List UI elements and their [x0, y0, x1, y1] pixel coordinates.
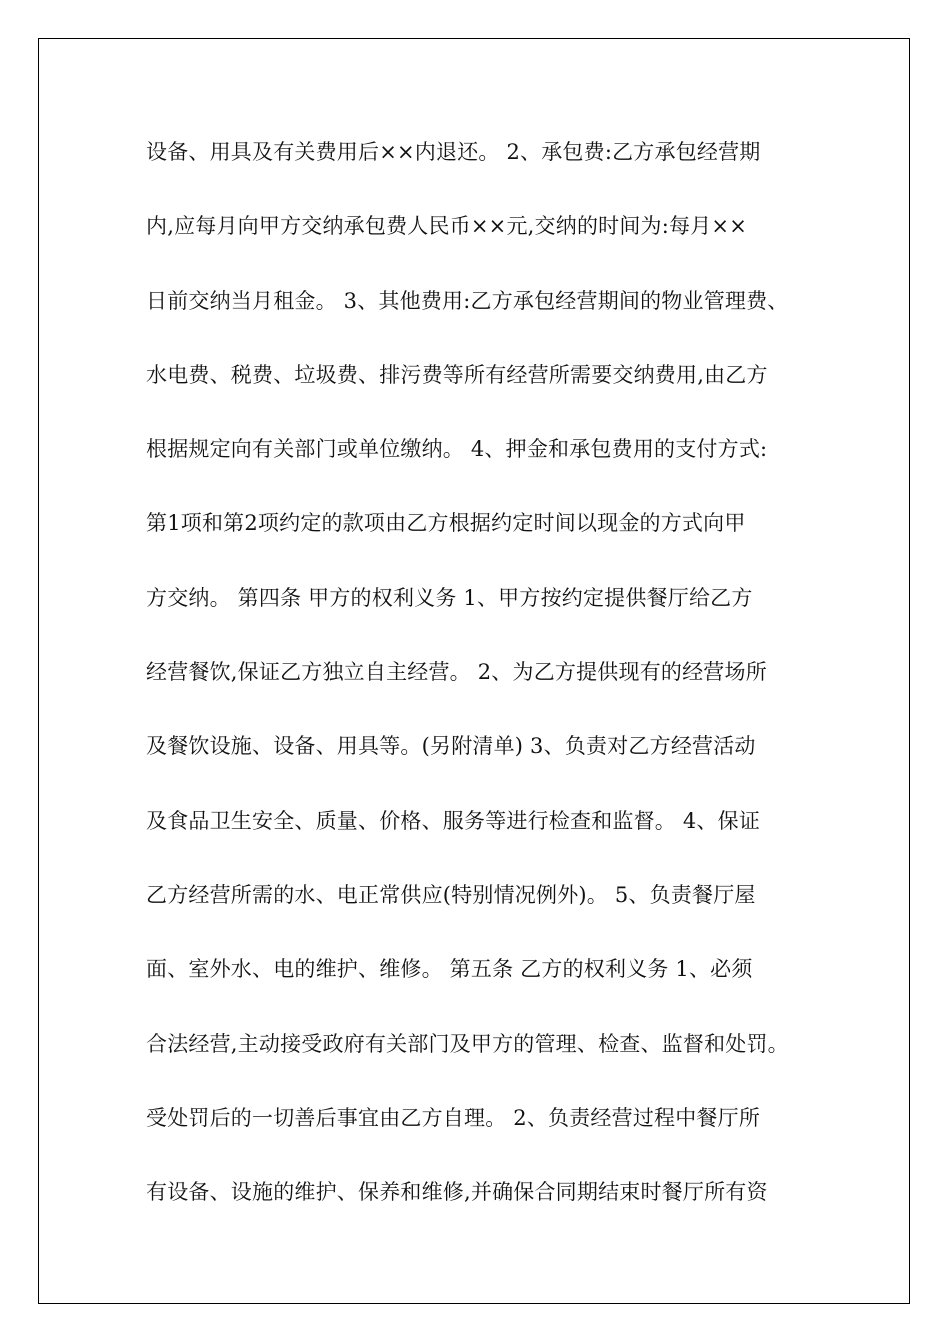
- text-line: 及食品卫生安全、质量、价格、服务等进行检查和监督。 4、保证: [146, 808, 761, 833]
- text-line: 及餐饮设施、设备、用具等。(另附清单) 3、负责对乙方经营活动: [146, 734, 756, 759]
- text-line: 水电费、税费、垃圾费、排污费等所有经营所需要交纳费用,由乙方: [146, 362, 768, 387]
- document-body: [146, 130, 826, 1244]
- text-line: 乙方经营所需的水、电正常供应(特别情况例外)。 5、负责餐厅屋: [146, 882, 756, 907]
- text-line: 日前交纳当月租金。 3、其他费用:乙方承包经营期间的物业管理费、: [146, 288, 789, 313]
- text-line: 面、室外水、电的维护、维修。 第五条 乙方的权利义务 1、必须: [146, 957, 753, 982]
- text-line: 受处罚后的一切善后事宜由乙方自理。 2、负责经营过程中餐厅所: [146, 1105, 761, 1130]
- text-line: 第1项和第2项约定的款项由乙方根据约定时间以现金的方式向甲: [146, 511, 746, 536]
- text-line: 经营餐饮,保证乙方独立自主经营。 2、为乙方提供现有的经营场所: [146, 660, 767, 685]
- text-line: 内,应每月向甲方交纳承包费人民币××元,交纳的时间为:每月××: [146, 214, 748, 239]
- text-line: 方交纳。 第四条 甲方的权利义务 1、甲方按约定提供餐厅给乙方: [146, 585, 753, 610]
- text-line: 设备、用具及有关费用后××内退还。 2、承包费:乙方承包经营期: [146, 140, 761, 164]
- text-line: 根据规定向有关部门或单位缴纳。 4、押金和承包费用的支付方式:: [146, 437, 768, 462]
- text-line: 合法经营,主动接受政府有关部门及甲方的管理、检查、监督和处罚。: [146, 1031, 789, 1056]
- text-line: 有设备、设施的维护、保养和维修,并确保合同期结束时餐厅所有资: [146, 1180, 768, 1205]
